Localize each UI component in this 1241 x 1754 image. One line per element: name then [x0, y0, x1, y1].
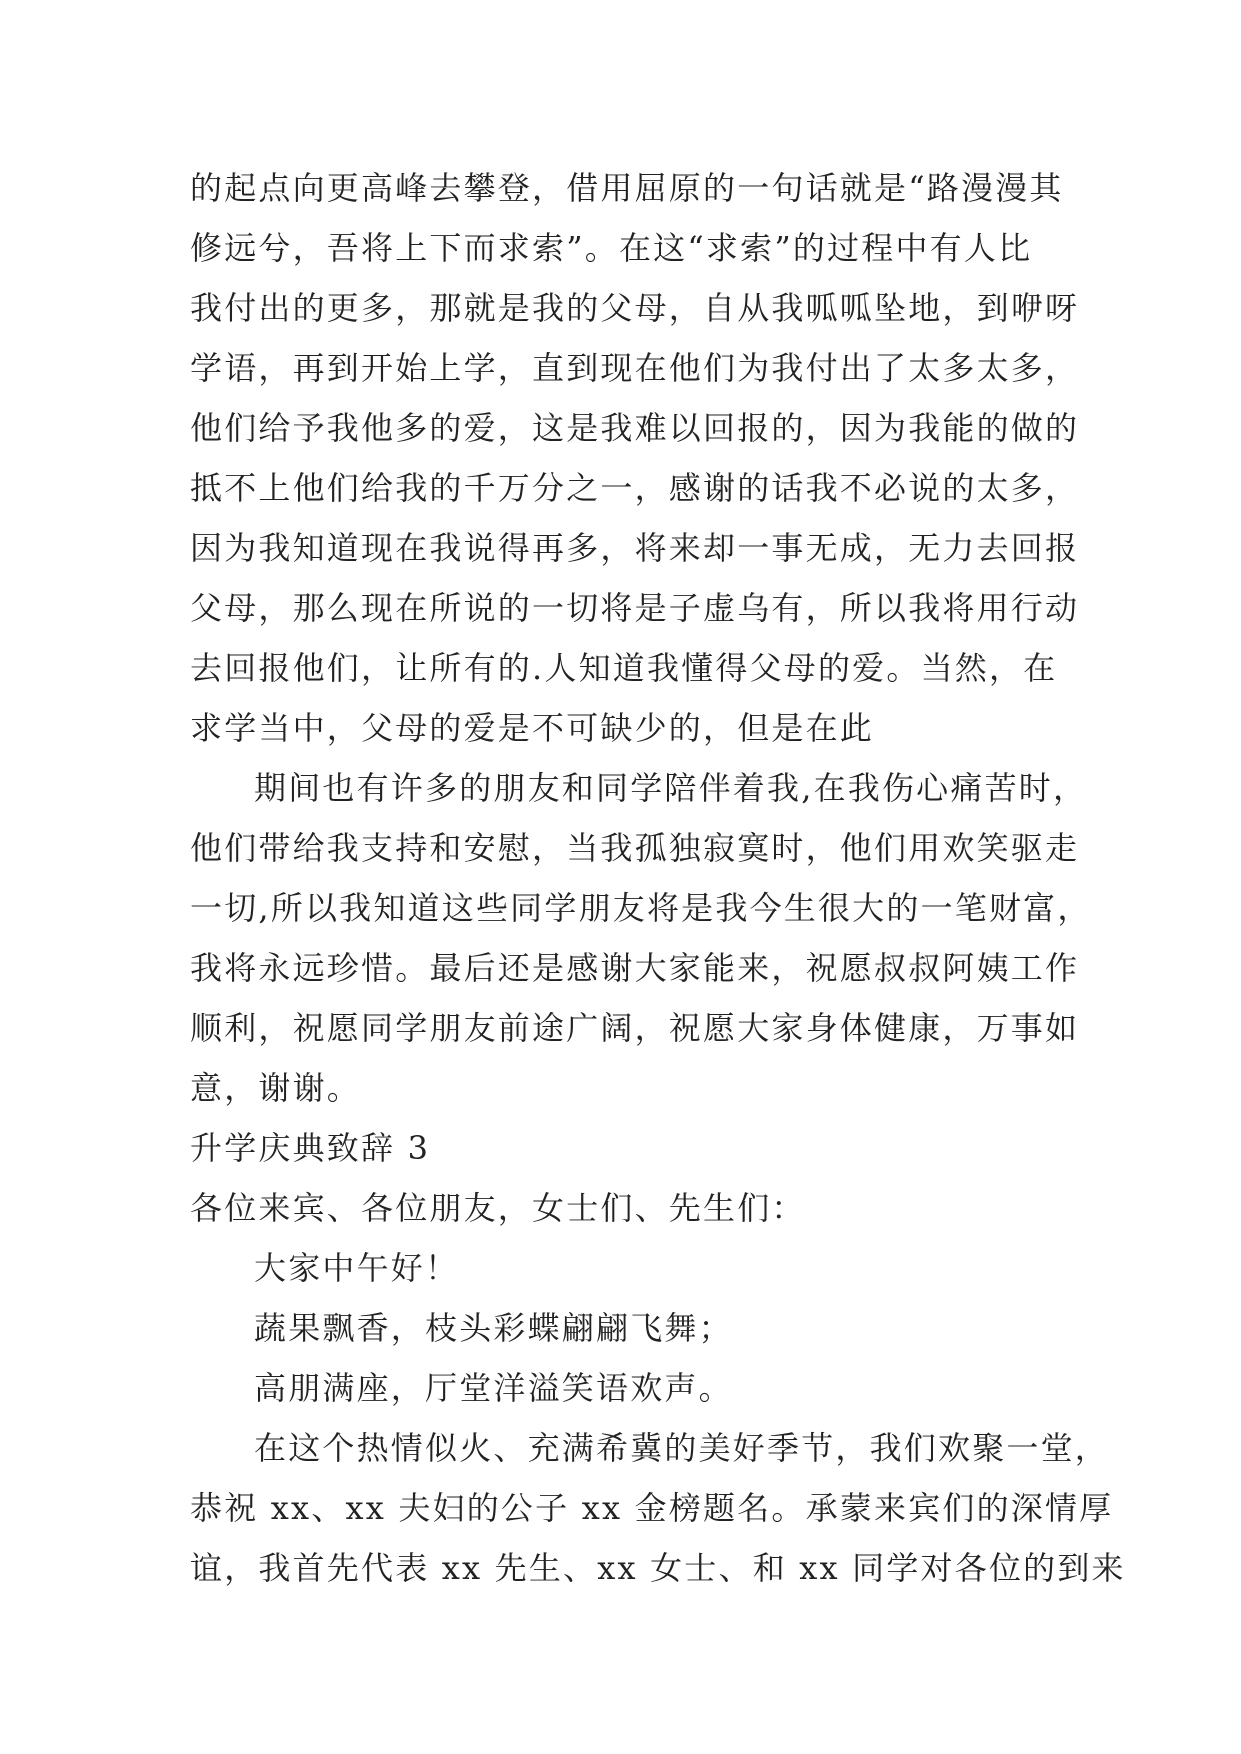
document-body [190, 158, 1126, 1598]
couplet-line: 高朋满座，厅堂洋溢笑语欢声。 [254, 1369, 733, 1407]
paragraph-start-line: 在这个热情似火、充满希冀的美好季节，我们欢聚一堂， [254, 1429, 1110, 1467]
text-line: 我将永远珍惜。最后还是感谢大家能来，祝愿叔叔阿姨工作 [190, 949, 1080, 987]
text-line: 一切,所以我知道这些同学朋友将是我今生很大的一笔财富， [190, 889, 1092, 927]
text-line: 求学当中，父母的爱是不可缺少的，但是在此 [190, 709, 875, 747]
text-line: 的起点向更高峰去攀登，借用屈原的一句话就是“路漫漫其 [190, 169, 1064, 207]
text-line: 抵不上他们给我的千万分之一，感谢的话我不必说的太多， [190, 469, 1080, 507]
text-line: 恭祝 xx、xx 夫妇的公子 xx 金榜题名。承蒙来宾们的深情厚 [190, 1489, 1114, 1527]
greeting-line: 大家中午好！ [254, 1249, 460, 1287]
text-line: 顺利，祝愿同学朋友前途广阔，祝愿大家身体健康，万事如 [190, 1009, 1080, 1047]
salutation-line: 各位来宾、各位朋友，女士们、先生们： [190, 1189, 806, 1227]
text-line: 意，谢谢。 [190, 1069, 362, 1107]
paragraph-start-line: 期间也有许多的朋友和同学陪伴着我,在我伤心痛苦时， [254, 769, 1088, 807]
text-line: 修远兮，吾将上下而求索”。在这“求索”的过程中有人比 [190, 229, 1033, 267]
text-line: 他们给予我他多的爱，这是我难以回报的，因为我能的做的 [190, 409, 1080, 447]
text-line: 我付出的更多，那就是我的父母，自从我呱呱坠地，到咿呀 [190, 289, 1080, 327]
text-line: 因为我知道现在我说得再多，将来却一事无成，无力去回报 [190, 529, 1080, 567]
text-line: 父母，那么现在所说的一切将是子虚乌有，所以我将用行动 [190, 589, 1080, 627]
text-line: 去回报他们，让所有的.人知道我懂得父母的爱。当然，在 [190, 649, 1058, 687]
text-line: 学语，再到开始上学，直到现在他们为我付出了太多太多， [190, 349, 1080, 387]
section-heading: 升学庆典致辞 3 [190, 1129, 431, 1167]
couplet-line: 蔬果飘香，枝头彩蝶翩翩飞舞； [254, 1309, 733, 1347]
text-line: 他们带给我支持和安慰，当我孤独寂寞时，他们用欢笑驱走 [190, 829, 1080, 867]
text-line: 谊，我首先代表 xx 先生、xx 女士、和 xx 同学对各位的到来 [190, 1549, 1126, 1587]
